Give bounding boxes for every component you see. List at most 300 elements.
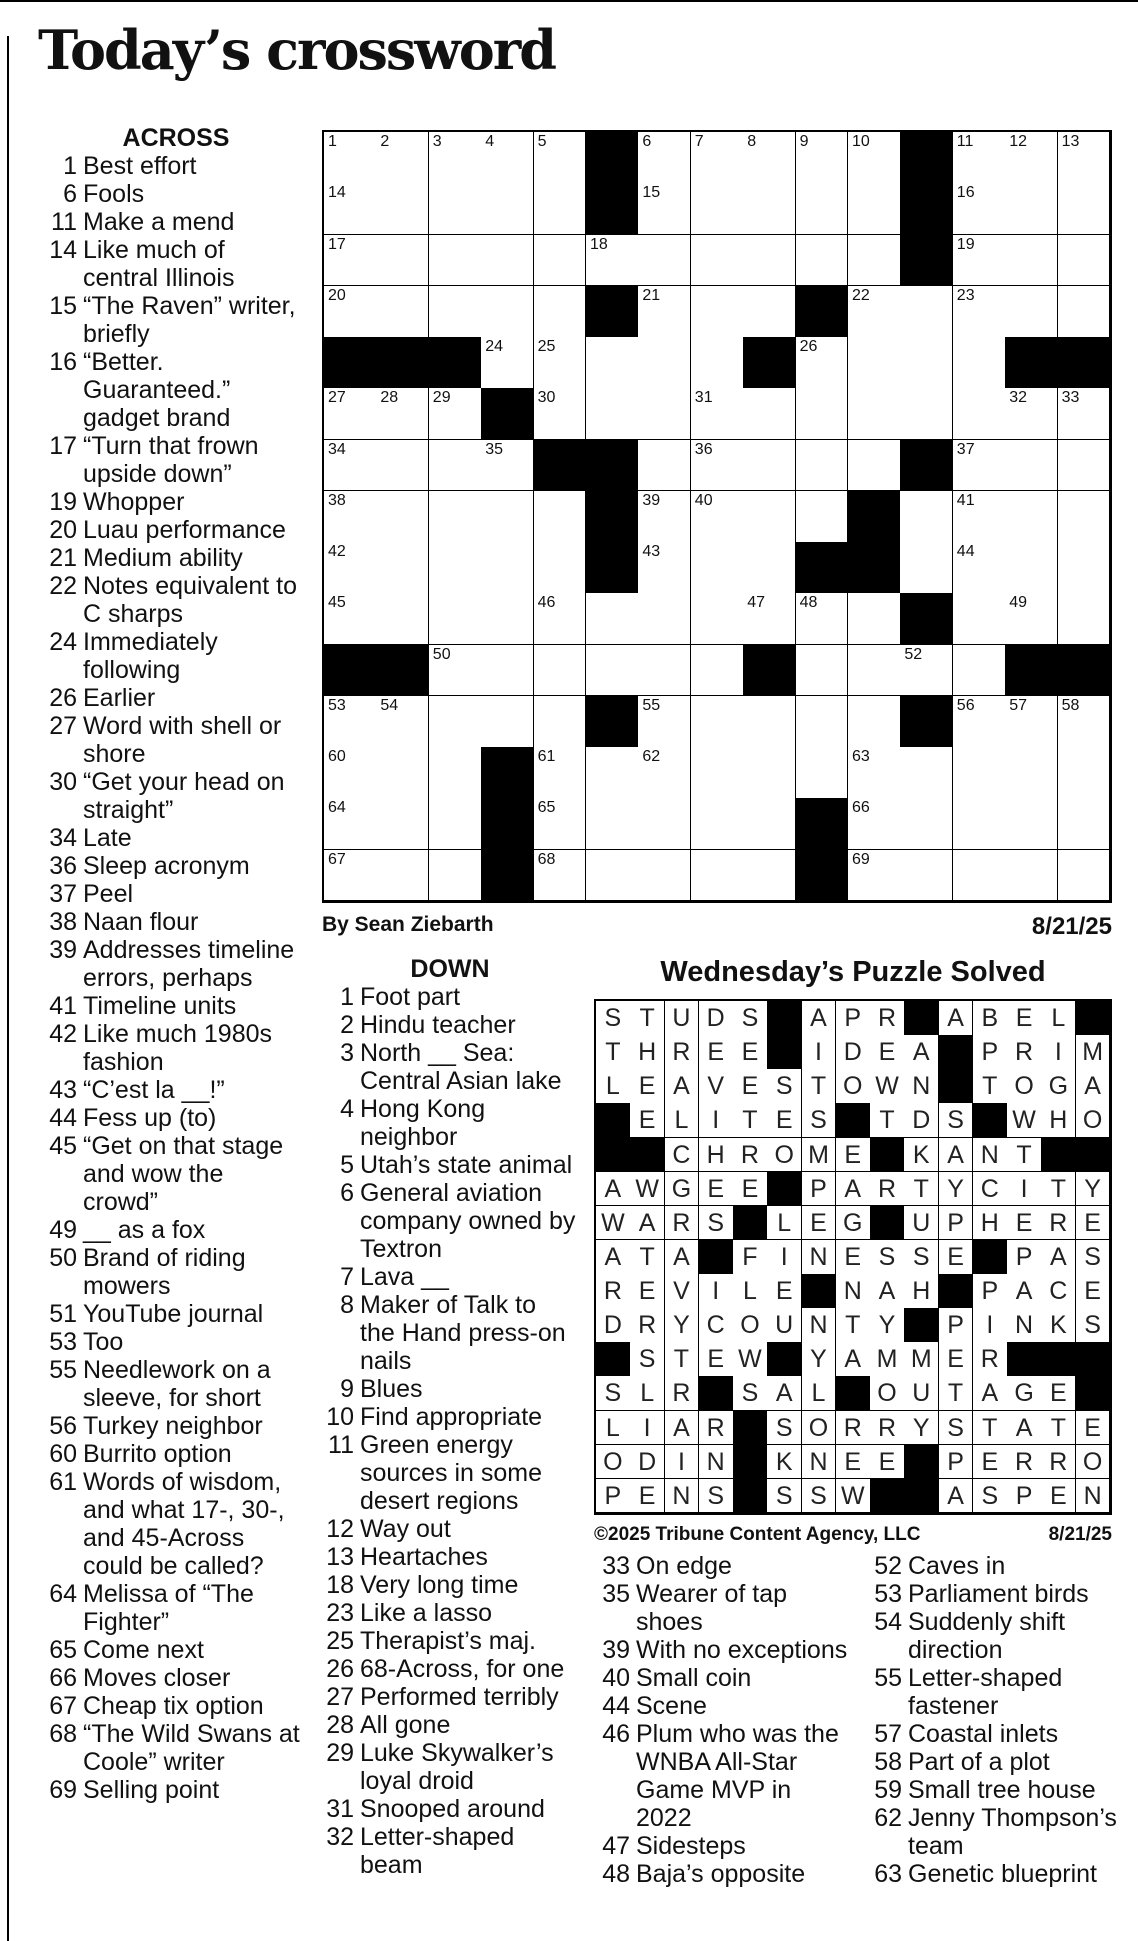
solution-cell: E: [630, 1103, 665, 1138]
solution-cell: U: [665, 1001, 700, 1036]
grid-cell[interactable]: [900, 850, 953, 902]
clue-number: 16: [49, 348, 77, 376]
solution-black-square: [630, 1138, 665, 1173]
grid-cell[interactable]: [953, 798, 1006, 850]
clue-text: Maker of Talk to the Hand press-on nails: [360, 1291, 566, 1375]
grid-cell[interactable]: [1058, 798, 1111, 850]
grid-cell[interactable]: [953, 491, 1006, 543]
grid-cell[interactable]: [429, 798, 482, 850]
clue-number: 17: [49, 432, 77, 460]
grid-cell[interactable]: [429, 235, 482, 287]
black-square: [481, 747, 534, 799]
grid-cell[interactable]: [900, 747, 953, 799]
grid-cell[interactable]: [953, 645, 1006, 697]
grid-cell[interactable]: [376, 542, 429, 594]
solution-cell: A: [836, 1342, 871, 1377]
cell-number: 2: [380, 133, 390, 150]
cell-number: 3: [432, 133, 442, 150]
grid-cell[interactable]: [638, 850, 691, 902]
crossword-grid[interactable]: [322, 130, 1112, 903]
grid-cell[interactable]: [1005, 593, 1058, 645]
grid-cell[interactable]: [1005, 747, 1058, 799]
cell-number: 40: [694, 491, 713, 509]
solution-cell: S: [596, 1376, 631, 1411]
grid-cell[interactable]: [691, 235, 744, 287]
cell-number: 44: [956, 543, 975, 561]
clue-number: 25: [326, 1627, 354, 1655]
grid-cell[interactable]: [1005, 850, 1058, 902]
grid-cell[interactable]: [953, 696, 1006, 748]
grid-cell[interactable]: [953, 593, 1006, 645]
clue-text: Word with shell or shore: [83, 712, 282, 768]
clue-number: 22: [49, 572, 77, 600]
grid-cell[interactable]: [638, 440, 691, 492]
grid-cell[interactable]: [691, 798, 744, 850]
grid-cell[interactable]: [743, 388, 796, 440]
clue-text: Jenny Thompson’s team: [908, 1804, 1117, 1860]
clue-number: 26: [326, 1655, 354, 1683]
grid-cell[interactable]: [324, 696, 377, 748]
clue-number: 61: [49, 1468, 77, 1496]
grid-cell[interactable]: [534, 132, 587, 184]
grid-cell[interactable]: [796, 696, 849, 748]
grid-cell[interactable]: [376, 235, 429, 287]
grid-cell[interactable]: [900, 388, 953, 440]
grid-cell[interactable]: [743, 183, 796, 235]
grid-cell[interactable]: [796, 593, 849, 645]
clue-text: “C’est la __!”: [83, 1076, 225, 1104]
clue-text: Suddenly shift direction: [908, 1608, 1066, 1664]
clue-number: 15: [49, 292, 77, 320]
grid-cell[interactable]: [534, 286, 587, 338]
grid-cell[interactable]: [1058, 440, 1111, 492]
grid-cell[interactable]: [743, 747, 796, 799]
cell-number: 52: [904, 645, 923, 663]
solution-cell: D: [699, 1001, 734, 1036]
solution-cell: N: [802, 1445, 837, 1480]
grid-cell[interactable]: [638, 593, 691, 645]
grid-cell[interactable]: [691, 286, 744, 338]
cell-number: 21: [642, 286, 661, 304]
grid-cell[interactable]: [1058, 235, 1111, 287]
grid-cell[interactable]: [534, 645, 587, 697]
grid-cell[interactable]: [796, 235, 849, 287]
grid-cell[interactable]: [691, 132, 744, 184]
solution-cell: T: [939, 1376, 974, 1411]
clue-item: [40, 1776, 302, 1804]
grid-cell[interactable]: [953, 183, 1006, 235]
grid-cell[interactable]: [691, 696, 744, 748]
grid-cell[interactable]: [900, 337, 953, 389]
clue-item: [314, 1739, 576, 1795]
grid-cell[interactable]: [324, 132, 377, 184]
clue-text: Turkey neighbor: [83, 1412, 263, 1440]
black-square: [1005, 645, 1058, 697]
grid-cell[interactable]: [1058, 747, 1111, 799]
grid-cell[interactable]: [429, 850, 482, 902]
solution-cell: I: [1007, 1172, 1042, 1207]
grid-cell[interactable]: [429, 542, 482, 594]
grid-cell[interactable]: [848, 645, 901, 697]
clue-number: 19: [49, 488, 77, 516]
grid-cell[interactable]: [429, 132, 482, 184]
grid-cell[interactable]: [481, 235, 534, 287]
grid-cell[interactable]: [796, 440, 849, 492]
cell-number: 10: [852, 133, 870, 150]
grid-cell[interactable]: [638, 183, 691, 235]
grid-cell[interactable]: [953, 747, 1006, 799]
grid-cell[interactable]: [848, 132, 901, 184]
solution-cell: R: [870, 1411, 905, 1446]
grid-cell[interactable]: [848, 696, 901, 748]
solution-cell: E: [939, 1342, 974, 1377]
grid-cell[interactable]: [953, 286, 1006, 338]
solution-black-square: [939, 1035, 974, 1070]
grid-cell[interactable]: [534, 593, 587, 645]
grid-cell[interactable]: [376, 183, 429, 235]
grid-cell[interactable]: [1005, 388, 1058, 440]
grid-cell[interactable]: [691, 542, 744, 594]
grid-cell[interactable]: [376, 388, 429, 440]
grid-cell[interactable]: [1005, 235, 1058, 287]
clue-number: 11: [328, 1431, 354, 1459]
grid-cell[interactable]: [481, 286, 534, 338]
clue-item: [862, 1580, 1124, 1608]
grid-cell[interactable]: [848, 593, 901, 645]
grid-cell[interactable]: [848, 337, 901, 389]
grid-cell[interactable]: [743, 440, 796, 492]
grid-cell[interactable]: [743, 542, 796, 594]
grid-cell[interactable]: [429, 593, 482, 645]
grid-cell[interactable]: [481, 132, 534, 184]
grid-cell[interactable]: [638, 235, 691, 287]
grid-cell[interactable]: [796, 645, 849, 697]
solution-cell: A: [767, 1376, 802, 1411]
solution-cell: R: [870, 1001, 905, 1036]
grid-cell[interactable]: [638, 286, 691, 338]
grid-cell[interactable]: [534, 337, 587, 389]
grid-cell[interactable]: [376, 850, 429, 902]
grid-cell[interactable]: [691, 850, 744, 902]
grid-cell[interactable]: [638, 696, 691, 748]
grid-cell[interactable]: [638, 747, 691, 799]
down-heading: DOWN: [410, 955, 490, 983]
solution-cell: H: [630, 1035, 665, 1070]
grid-cell[interactable]: [638, 337, 691, 389]
grid-cell[interactable]: [1058, 183, 1111, 235]
grid-cell[interactable]: [534, 850, 587, 902]
grid-cell[interactable]: [900, 798, 953, 850]
grid-cell[interactable]: [743, 491, 796, 543]
solution-cell: E: [870, 1445, 905, 1480]
grid-cell[interactable]: [376, 286, 429, 338]
solution-cell: W: [733, 1342, 768, 1377]
grid-cell[interactable]: [481, 696, 534, 748]
solution-cell: H: [1041, 1103, 1076, 1138]
grid-cell[interactable]: [796, 337, 849, 389]
grid-cell[interactable]: [324, 850, 377, 902]
grid-cell[interactable]: [376, 696, 429, 748]
grid-cell[interactable]: [429, 286, 482, 338]
solution-black-square: [870, 1138, 905, 1173]
grid-cell[interactable]: [638, 645, 691, 697]
grid-cell[interactable]: [1005, 440, 1058, 492]
black-square: [900, 440, 953, 492]
grid-cell[interactable]: [1058, 286, 1111, 338]
cell-number: 35: [485, 440, 503, 458]
grid-cell[interactable]: [691, 183, 744, 235]
solution-cell: A: [939, 1479, 974, 1514]
clue-number: 49: [49, 1216, 77, 1244]
cell-number: 65: [537, 799, 556, 817]
cell-number: 30: [537, 389, 556, 407]
grid-cell[interactable]: [534, 491, 587, 543]
grid-cell[interactable]: [1058, 542, 1111, 594]
grid-cell[interactable]: [481, 337, 534, 389]
solution-cell: O: [802, 1411, 837, 1446]
clue-number: 13: [326, 1543, 354, 1571]
down-clues-col3: [862, 1552, 1124, 1888]
grid-cell[interactable]: [481, 593, 534, 645]
cell-number: 33: [1061, 389, 1080, 407]
clue-text: Parliament birds: [908, 1580, 1089, 1608]
grid-cell[interactable]: [691, 593, 744, 645]
grid-cell[interactable]: [743, 235, 796, 287]
grid-cell[interactable]: [1005, 132, 1058, 184]
solution-cell: C: [699, 1308, 734, 1343]
grid-cell[interactable]: [1058, 491, 1111, 543]
clue-number: 53: [874, 1580, 902, 1608]
grid-cell[interactable]: [796, 132, 849, 184]
solution-black-square: [733, 1479, 768, 1514]
grid-cell[interactable]: [534, 183, 587, 235]
clue-text: General aviation company owned by Textron: [360, 1179, 576, 1263]
grid-cell[interactable]: [848, 798, 901, 850]
cell-number: 29: [432, 389, 451, 407]
grid-cell[interactable]: [534, 747, 587, 799]
grid-cell[interactable]: [848, 286, 901, 338]
grid-cell[interactable]: [481, 491, 534, 543]
clue-number: 54: [874, 1608, 902, 1636]
grid-cell[interactable]: [376, 132, 429, 184]
grid-cell[interactable]: [743, 798, 796, 850]
grid-cell[interactable]: [324, 491, 377, 543]
puzzle-date: 8/21/25: [1031, 913, 1112, 940]
grid-cell[interactable]: [1058, 696, 1111, 748]
grid-cell[interactable]: [900, 286, 953, 338]
grid-cell[interactable]: [324, 542, 377, 594]
grid-cell[interactable]: [848, 440, 901, 492]
grid-cell[interactable]: [691, 747, 744, 799]
grid-cell[interactable]: [691, 440, 744, 492]
grid-cell[interactable]: [953, 337, 1006, 389]
grid-cell[interactable]: [900, 542, 953, 594]
black-square: [586, 286, 639, 338]
solution-black-square: [733, 1411, 768, 1446]
grid-cell[interactable]: [848, 183, 901, 235]
grid-cell[interactable]: [429, 645, 482, 697]
grid-cell[interactable]: [1058, 593, 1111, 645]
grid-cell[interactable]: [743, 593, 796, 645]
grid-cell[interactable]: [534, 798, 587, 850]
solution-cell: Y: [939, 1172, 974, 1207]
grid-cell[interactable]: [743, 286, 796, 338]
grid-cell[interactable]: [376, 747, 429, 799]
solution-cell: S: [904, 1240, 939, 1275]
grid-cell[interactable]: [429, 388, 482, 440]
grid-cell[interactable]: [743, 850, 796, 902]
cell-number: 46: [537, 594, 556, 612]
grid-cell[interactable]: [481, 440, 534, 492]
solution-black-square: [1076, 1376, 1111, 1411]
grid-cell[interactable]: [743, 132, 796, 184]
grid-cell[interactable]: [429, 440, 482, 492]
grid-cell[interactable]: [376, 491, 429, 543]
grid-cell[interactable]: [1005, 491, 1058, 543]
solution-cell: I: [1041, 1035, 1076, 1070]
grid-cell[interactable]: [1005, 286, 1058, 338]
clue-text: Hong Kong neighbor: [360, 1095, 486, 1151]
grid-cell[interactable]: [691, 645, 744, 697]
grid-cell[interactable]: [691, 388, 744, 440]
grid-cell[interactable]: [848, 850, 901, 902]
grid-cell[interactable]: [534, 388, 587, 440]
grid-cell[interactable]: [1005, 798, 1058, 850]
grid-cell[interactable]: [638, 542, 691, 594]
grid-cell[interactable]: [586, 388, 639, 440]
solution-black-square: [836, 1103, 871, 1138]
grid-cell[interactable]: [1058, 132, 1111, 184]
solution-cell: S: [630, 1342, 665, 1377]
grid-cell[interactable]: [638, 491, 691, 543]
grid-cell[interactable]: [796, 747, 849, 799]
grid-cell[interactable]: [900, 645, 953, 697]
black-square: [1058, 337, 1111, 389]
solution-black-square: [733, 1206, 768, 1241]
left-rule: [7, 36, 9, 1941]
clue-item: [40, 152, 302, 180]
grid-cell[interactable]: [586, 235, 639, 287]
solution-cell: T: [630, 1240, 665, 1275]
grid-cell[interactable]: [429, 491, 482, 543]
grid-cell[interactable]: [1005, 696, 1058, 748]
grid-cell[interactable]: [324, 747, 377, 799]
grid-cell[interactable]: [638, 132, 691, 184]
grid-cell[interactable]: [534, 696, 587, 748]
clue-text: Part of a plot: [908, 1748, 1050, 1776]
solution-cell: U: [767, 1308, 802, 1343]
grid-cell[interactable]: [1005, 542, 1058, 594]
solution-cell: I: [665, 1445, 700, 1480]
grid-cell[interactable]: [481, 645, 534, 697]
black-square: [376, 337, 429, 389]
clue-item: [314, 1011, 576, 1039]
grid-cell[interactable]: [586, 747, 639, 799]
grid-cell[interactable]: [796, 388, 849, 440]
solution-cell: R: [1041, 1206, 1076, 1241]
grid-cell[interactable]: [429, 183, 482, 235]
solution-cell: G: [665, 1172, 700, 1207]
clue-item: [862, 1776, 1124, 1804]
clue-number: 40: [602, 1664, 630, 1692]
grid-cell[interactable]: [586, 798, 639, 850]
grid-cell[interactable]: [1005, 183, 1058, 235]
grid-cell[interactable]: [900, 491, 953, 543]
grid-cell[interactable]: [324, 388, 377, 440]
grid-cell[interactable]: [691, 491, 744, 543]
grid-cell[interactable]: [376, 798, 429, 850]
grid-cell[interactable]: [691, 337, 744, 389]
cell-number: 8: [747, 133, 757, 150]
solution-cell: E: [767, 1103, 802, 1138]
grid-cell[interactable]: [796, 491, 849, 543]
grid-cell[interactable]: [848, 747, 901, 799]
solution-cell: P: [836, 1001, 871, 1036]
grid-cell[interactable]: [953, 850, 1006, 902]
grid-cell[interactable]: [534, 542, 587, 594]
grid-cell[interactable]: [796, 183, 849, 235]
grid-cell[interactable]: [429, 747, 482, 799]
solution-cell: L: [665, 1103, 700, 1138]
grid-cell[interactable]: [324, 183, 377, 235]
black-square: [743, 645, 796, 697]
grid-cell[interactable]: [586, 337, 639, 389]
grid-cell[interactable]: [953, 542, 1006, 594]
grid-cell[interactable]: [953, 132, 1006, 184]
solution-black-square: [1007, 1342, 1042, 1377]
solution-cell: O: [1076, 1445, 1111, 1480]
grid-cell[interactable]: [534, 235, 587, 287]
grid-cell[interactable]: [324, 440, 377, 492]
clue-text: Make a mend: [83, 208, 235, 236]
solution-cell: L: [596, 1069, 631, 1104]
grid-cell[interactable]: [1058, 388, 1111, 440]
grid-cell[interactable]: [638, 388, 691, 440]
solution-cell: D: [904, 1103, 939, 1138]
grid-cell[interactable]: [1058, 850, 1111, 902]
clue-item: [40, 1020, 302, 1076]
grid-cell[interactable]: [848, 388, 901, 440]
grid-cell[interactable]: [376, 593, 429, 645]
clue-item: [314, 1627, 576, 1655]
clue-number: 24: [49, 628, 77, 656]
grid-cell[interactable]: [376, 440, 429, 492]
grid-cell[interactable]: [586, 593, 639, 645]
clue-item: [40, 1692, 302, 1720]
grid-cell[interactable]: [586, 850, 639, 902]
grid-cell[interactable]: [953, 440, 1006, 492]
grid-cell[interactable]: [481, 183, 534, 235]
grid-cell[interactable]: [324, 798, 377, 850]
grid-cell[interactable]: [324, 593, 377, 645]
grid-cell[interactable]: [638, 798, 691, 850]
solution-cell: W: [836, 1479, 871, 1514]
grid-cell[interactable]: [953, 235, 1006, 287]
clue-item: [314, 983, 576, 1011]
cell-number: 56: [956, 696, 975, 714]
clue-item: [590, 1832, 852, 1860]
cell-number: 36: [694, 440, 713, 458]
grid-cell[interactable]: [429, 696, 482, 748]
grid-cell[interactable]: [324, 286, 377, 338]
grid-cell[interactable]: [481, 542, 534, 594]
grid-cell[interactable]: [743, 696, 796, 748]
clue-number: 59: [874, 1776, 902, 1804]
grid-cell[interactable]: [324, 235, 377, 287]
grid-cell[interactable]: [848, 235, 901, 287]
grid-cell[interactable]: [586, 645, 639, 697]
grid-cell[interactable]: [953, 388, 1006, 440]
